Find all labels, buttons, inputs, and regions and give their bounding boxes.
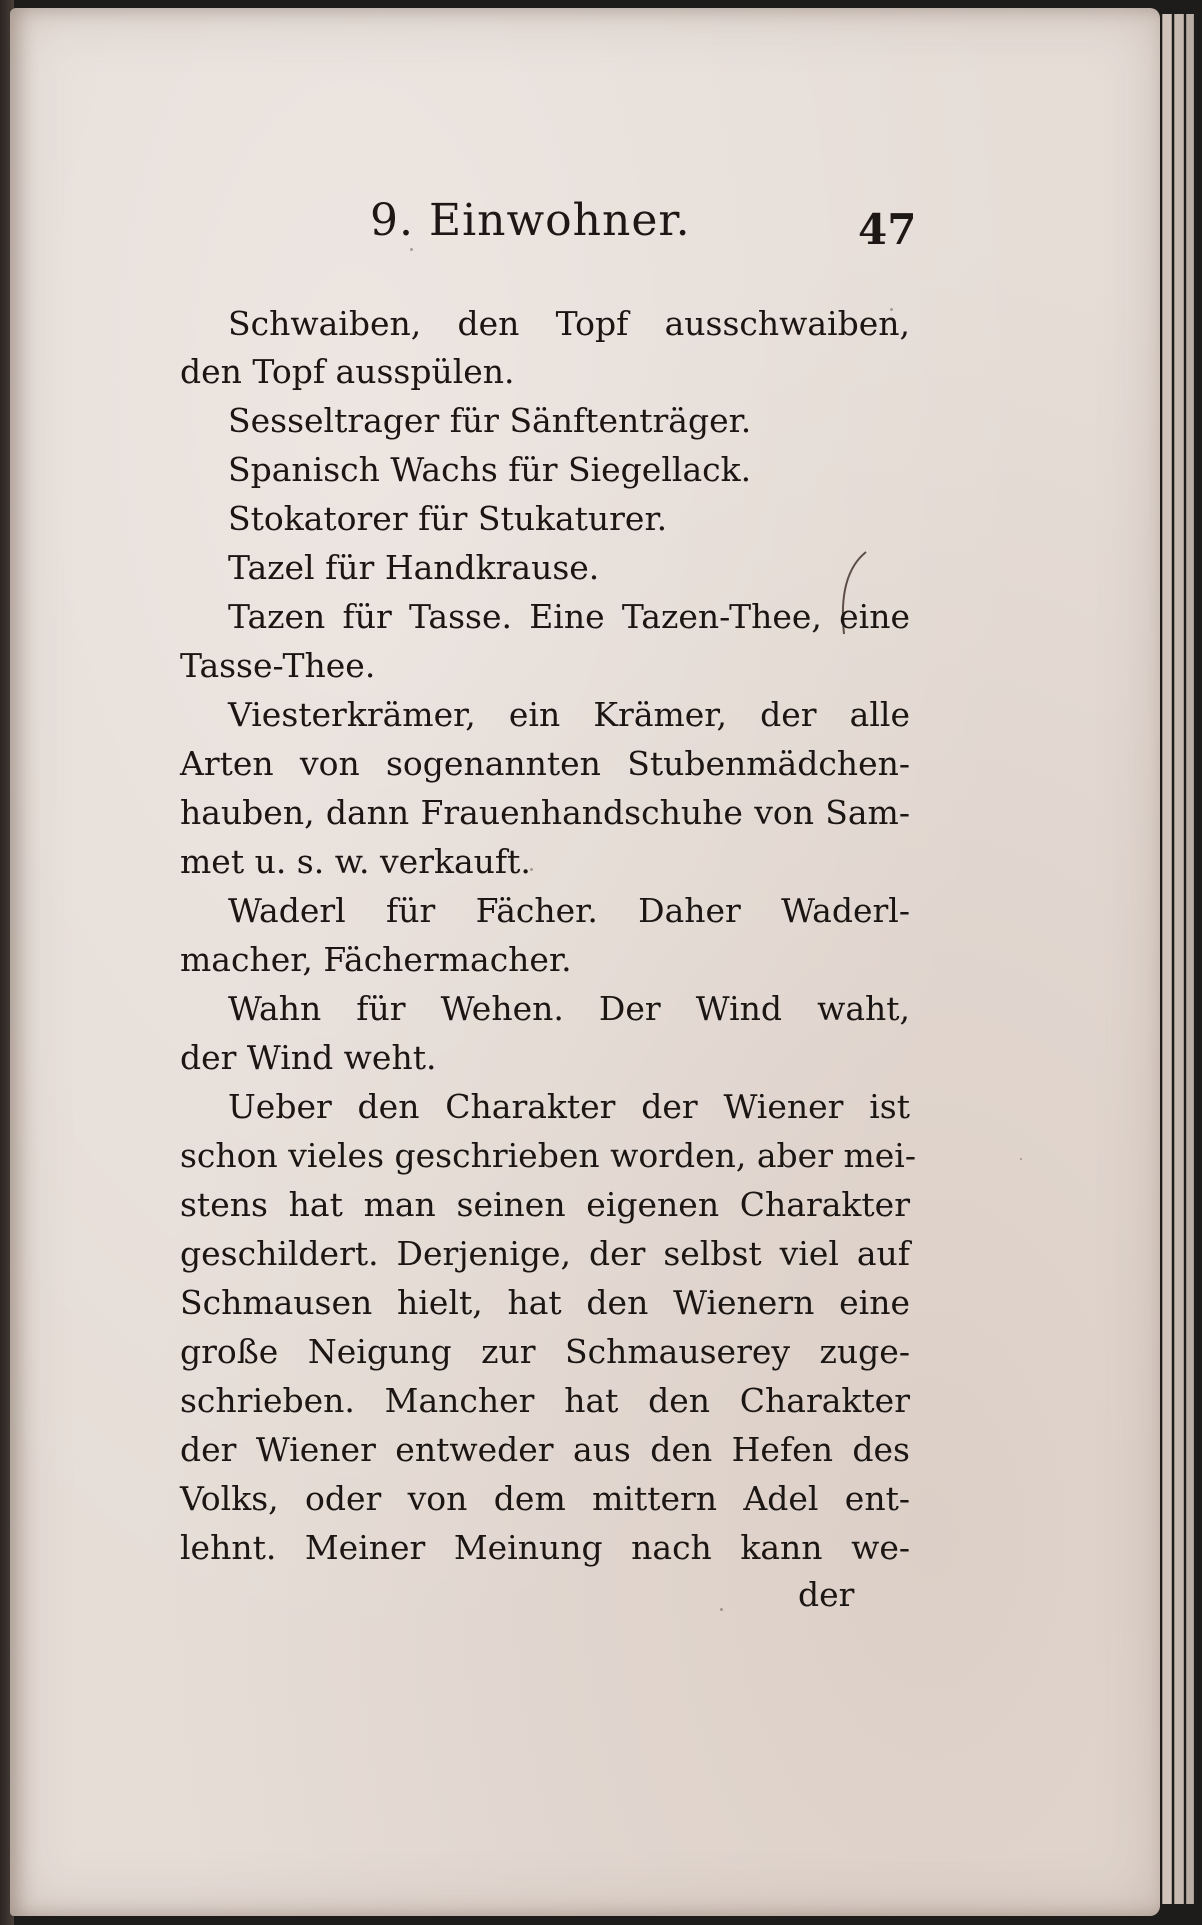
text-line: Schwaiben, den Topf ausschwaiben, [228,304,910,343]
page-edge [1186,14,1194,1904]
text-line: Tasse-Thee. [180,646,376,685]
catchword: der [798,1575,855,1614]
text-line: Stokatorer für Stukaturer. [228,499,668,538]
page-edge [1174,14,1184,1904]
paper-speck [720,1608,723,1611]
text-line: Viesterkrämer, ein Krämer, der alle [228,695,910,734]
page-edge [1162,14,1172,1904]
text-line: Waderl für Fächer. Daher Waderl- [228,891,910,930]
paper-speck [1020,1158,1022,1160]
text-line: stens hat man seinen eigenen Charakter [180,1185,910,1224]
text-line: der Wind weht. [180,1038,437,1077]
text-line: den Topf ausspülen. [180,352,515,391]
text-line: Wahn für Wehen. Der Wind waht, [228,989,910,1028]
text-line: große Neigung zur Schmauserey zuge- [180,1332,910,1371]
running-head: 9. Einwohner. [370,195,691,246]
text-line: met u. s. w. verkauft. [180,842,531,881]
text-line: schrieben. Mancher hat den Charakter [180,1381,910,1420]
text-line: Arten von sogenannten Stubenmädchen- [180,744,910,783]
text-line: der Wiener entweder aus den Hefen des [180,1430,910,1469]
text-line: Spanisch Wachs für Siegellack. [228,450,752,489]
text-line: geschildert. Derjenige, der selbst viel auf [180,1234,910,1273]
text-line: Tazel für Handkrause. [228,548,600,587]
text-line: Schmausen hielt, hat den Wienern eine [180,1283,910,1322]
text-line: Tazen für Tasse. Eine Tazen-Thee, eine [228,597,910,636]
text-line: hauben, dann Frauenhandschuhe von Sam- [180,793,910,832]
text-line: Sesseltrager für Sänftenträger. [228,401,752,440]
text-line: macher, Fächermacher. [180,940,572,979]
text-line: lehnt. Meiner Meinung nach kann we- [180,1528,910,1567]
text-line: Ueber den Charakter der Wiener ist [228,1087,910,1126]
text-line: Volks, oder von dem mittern Adel ent- [180,1479,910,1518]
paper-speck [410,248,413,251]
text-line: schon vieles geschrieben worden, aber mei- [180,1136,916,1175]
page-number: 47 [858,205,917,254]
